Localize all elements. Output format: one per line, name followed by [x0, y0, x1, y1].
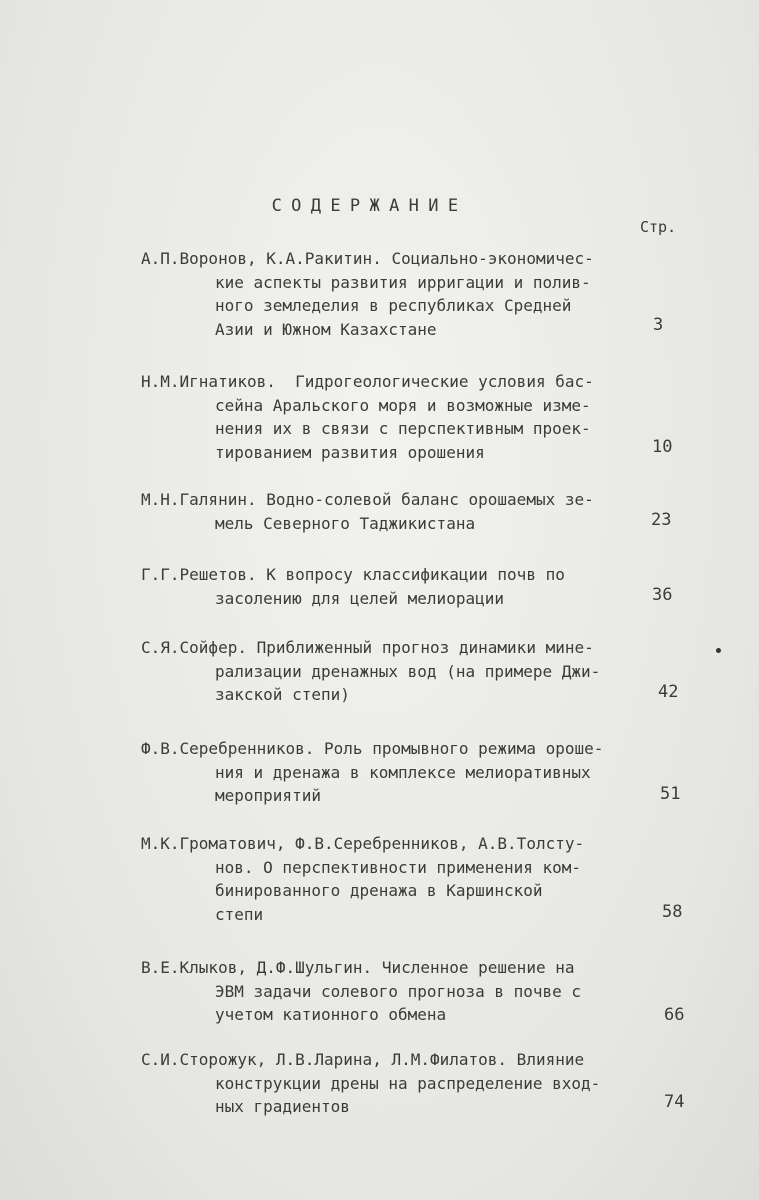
page-number: 10 [652, 437, 673, 457]
entry-line: нов. О перспективности применения ком- [215, 857, 582, 877]
entry-line: ного земледелия в республиках Средней [215, 296, 572, 315]
entry-line: ЭВМ задачи солевого прогноза в почве с [215, 981, 582, 1001]
entry-line: ния и дренажа в комплексе мелиоративных [215, 762, 591, 782]
page-number: 51 [660, 784, 681, 804]
entry-line: кие аспекты развития ирригации и полив- [215, 272, 591, 292]
toc-entry [141, 832, 621, 926]
toc-entry [141, 488, 621, 535]
toc-title: СОДЕРЖАНИЕ [271, 196, 468, 216]
entry-line: мероприятий [215, 786, 321, 805]
toc-entry [141, 1048, 621, 1119]
entry-line: А.П.Воронов, К.А.Ракитин. Социально-экономичес- [141, 249, 594, 268]
entry-line: ных градиентов [215, 1097, 350, 1116]
entry-line: М.К.Громатович, Ф.В.Серебренников, А.В.Толсту- [141, 834, 585, 853]
toc-entry [141, 636, 621, 707]
entry-line: Азии и Южном Казахстане [215, 319, 437, 339]
page-number: 36 [652, 585, 673, 605]
entry-line: рализации дренажных вод (на примере Джи- [215, 661, 601, 681]
entry-line: степи [215, 904, 264, 924]
toc-entry [141, 370, 621, 464]
page-number: 66 [664, 1005, 685, 1025]
entry-line: мель Северного Таджикистана [215, 513, 476, 533]
entry-line: сейна Аральского моря и возможные изме- [215, 395, 591, 415]
entry-line: засолению для целей мелиорации [215, 588, 504, 608]
toc-entry [141, 956, 621, 1027]
page-number: 74 [664, 1092, 685, 1112]
entry-line: учетом катионного обмена [215, 1005, 447, 1024]
entry-line: конструкции дрены на распределение вход- [215, 1073, 601, 1093]
entry-line: Н.М.Игнатиков. Гидрогеологические условия бас- [141, 372, 594, 391]
toc-entry [141, 247, 621, 341]
page-column-label: Стр. [640, 218, 677, 236]
page-number: 58 [662, 902, 683, 922]
entry-line: тированием развития орошения [215, 442, 485, 462]
entry-line: В.Е.Клыков, Д.Ф.Шульгин. Численное решение на [141, 958, 575, 977]
ink-speck [716, 648, 721, 653]
entry-line: Г.Г.Решетов. К вопросу классификации почв по [141, 565, 565, 584]
entry-line: С.Я.Сойфер. Приближенный прогноз динамики мине- [141, 638, 594, 657]
page-number: 23 [651, 510, 672, 530]
entry-line: нения их в связи с перспективным проек- [215, 419, 591, 438]
entry-line: М.Н.Галянин. Водно-солевой баланс орошаемых зе- [141, 490, 594, 509]
page-number: 42 [658, 682, 679, 702]
toc-entry [141, 563, 621, 610]
toc-entry [141, 737, 621, 808]
entry-line: бинированного дренажа в Каршинской [215, 881, 543, 900]
entry-line: закской степи) [215, 685, 350, 704]
entry-line: Ф.В.Серебренников. Роль промывного режима ороше- [141, 739, 604, 758]
page-number: 3 [653, 315, 664, 335]
entry-line: С.И.Сторожук, Л.В.Ларина, Л.М.Филатов. Влияние [141, 1050, 585, 1069]
